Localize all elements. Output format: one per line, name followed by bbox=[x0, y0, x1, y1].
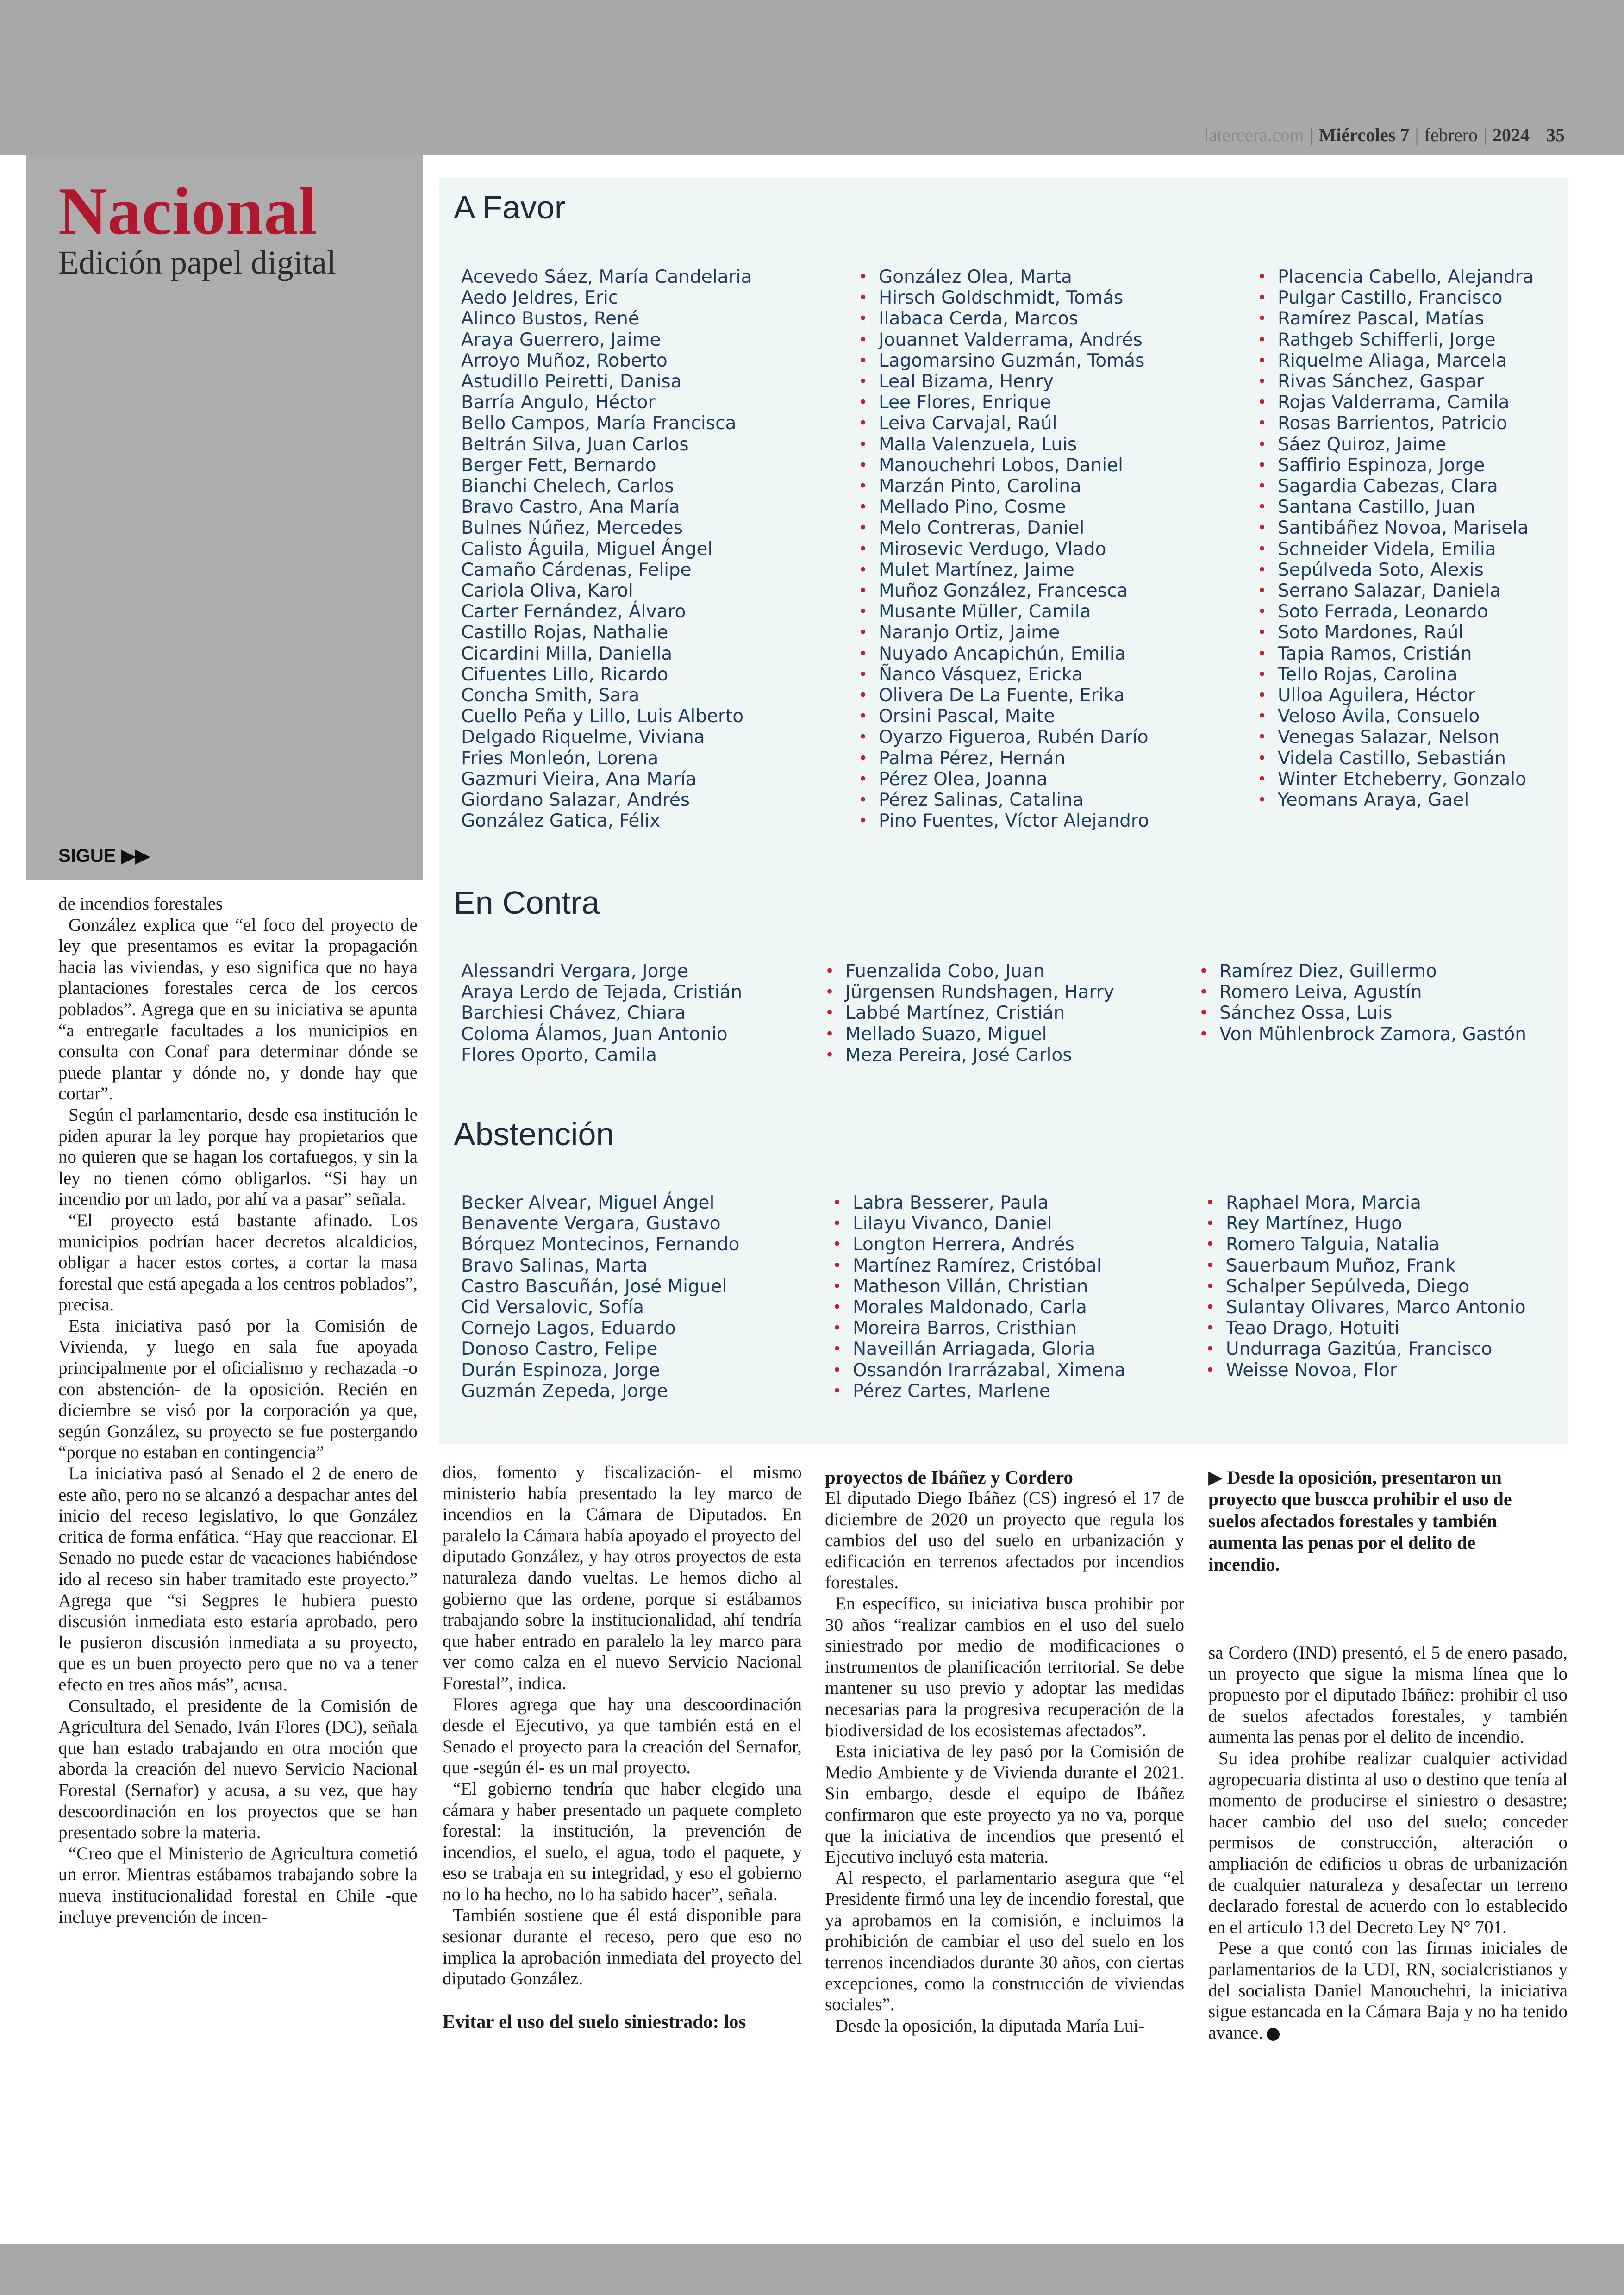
deputy-name: Barría Angulo, Héctor bbox=[461, 392, 656, 413]
deputy-name: • Romero Talguia, Natalia bbox=[1226, 1234, 1526, 1255]
deputy-name: • Rosas Barrientos, Patricio bbox=[1278, 413, 1534, 434]
deputy-name: Bianchi Chelech, Carlos bbox=[461, 476, 674, 497]
deputy-name: Donoso Castro, Felipe bbox=[461, 1339, 658, 1360]
deputy-name: Fries Monleón, Lorena bbox=[461, 748, 659, 769]
article-paragraph: Esta iniciativa pasó por la Comisión de Vivienda, y luego en sala fue apoyada principalmente por el oficialismo y rechazada -o con abstención- de la oposición. Recién en diciembre se visó por la corporación ya que, según González, su proyecto se fue postergando “porque no estaban en contingencia” bbox=[58, 1316, 418, 1463]
deputy-name: Cuello Peña y Lillo, Luis Alberto bbox=[461, 706, 744, 727]
deputy-name: • Lagomarsino Guzmán, Tomás bbox=[879, 350, 1149, 371]
article-column-2 bbox=[443, 1462, 802, 2032]
deputy-name: Bórquez Montecinos, Fernando bbox=[461, 1234, 740, 1255]
deputy-name: Delgado Riquelme, Viviana bbox=[461, 727, 705, 748]
deputy-name: Castillo Rojas, Nathalie bbox=[461, 622, 668, 643]
deputy-name: • Mellado Pino, Cosme bbox=[879, 497, 1149, 518]
deputy-name: Cornejo Lagos, Eduardo bbox=[461, 1318, 676, 1339]
deputy-name: Bravo Castro, Ana María bbox=[461, 497, 680, 518]
article-column-2-body bbox=[443, 1462, 802, 1989]
article-paragraph: Pese a que contó con las firmas iniciales de parlamentarios de la UDI, RN, socialcristianos y del socialista Daniel Manouchehri, la iniciativa sigue estancada en la Cámara Baja y no ha tenido avance. bbox=[1208, 1938, 1568, 2043]
deputy-name: Cifuentes Lillo, Ricardo bbox=[461, 664, 668, 685]
deputy-name: • Longton Herrera, Andrés bbox=[853, 1234, 1125, 1255]
contra-heading: En Contra bbox=[454, 885, 600, 921]
deputy-name: • Tello Rojas, Carolina bbox=[1278, 664, 1534, 685]
article-column-4 bbox=[1208, 1642, 1568, 2043]
deputy-name: • Veloso Ávila, Consuelo bbox=[1278, 706, 1534, 727]
deputy-name: Giordano Salazar, Andrés bbox=[461, 790, 690, 811]
deputy-name: • Rey Martínez, Hugo bbox=[1226, 1213, 1526, 1234]
article-paragraph: “El gobierno tendría que haber elegido una cámara y haber presentado un paquete completo forestal: la institución, la prevención de incendios, el suelo, el agua, todo el paquete, y eso se trabaja en su integridad, y eso el gobierno no lo ha hecho, no lo ha sabido hacer”, señala. bbox=[443, 1778, 802, 1904]
abstencion-list-col3 bbox=[1226, 1192, 1526, 1381]
deputy-name: Bello Campos, María Francisca bbox=[461, 413, 737, 434]
deputy-name: • Santana Castillo, Juan bbox=[1278, 497, 1534, 518]
deputy-name: • Labra Besserer, Paula bbox=[853, 1192, 1125, 1213]
deputy-name: Alessandri Vergara, Jorge bbox=[461, 961, 688, 982]
deputy-name: Alinco Bustos, René bbox=[461, 308, 639, 330]
deputy-name: • Moreira Barros, Cristhian bbox=[853, 1318, 1125, 1339]
deputy-name: • Schalper Sepúlveda, Diego bbox=[1226, 1276, 1526, 1297]
deputy-name: Benavente Vergara, Gustavo bbox=[461, 1213, 721, 1235]
article-column-3-body bbox=[825, 1488, 1184, 2036]
deputy-name: • Jouannet Valderrama, Andrés bbox=[879, 330, 1149, 350]
deputy-name: • Ramírez Diez, Guillermo bbox=[1219, 961, 1526, 982]
header-year: 2024 bbox=[1493, 125, 1530, 145]
deputy-name: Berger Fett, Bernardo bbox=[461, 455, 656, 476]
deputy-name: • Ramírez Pascal, Matías bbox=[1278, 308, 1534, 329]
deputy-name: • Lee Flores, Enrique bbox=[879, 392, 1149, 413]
abstencion-list-col1 bbox=[461, 1192, 739, 1402]
deputy-name: • Olivera De La Fuente, Erika bbox=[879, 685, 1149, 706]
deputy-name: Durán Espinoza, Jorge bbox=[461, 1360, 660, 1381]
page-number: 35 bbox=[1546, 125, 1565, 145]
continues-marker: SIGUE ▶▶ bbox=[58, 846, 150, 866]
deputy-name: • Ñanco Vásquez, Ericka bbox=[879, 664, 1149, 685]
deputy-name: • Morales Maldonado, Carla bbox=[853, 1297, 1125, 1318]
deputy-name: • Manouchehri Lobos, Daniel bbox=[879, 455, 1149, 476]
article-paragraph: Esta iniciativa de ley pasó por la Comisión de Medio Ambiente y de Vivienda durante el 2021. Sin embargo, desde el equipo de Ibáñez confirmaron que este proyecto ya no va, porque que la iniciativa de incendios que presentó el Ejecutivo incluyó esta materia. bbox=[825, 1741, 1184, 1867]
deputy-name: • Santibáñez Novoa, Marisela bbox=[1278, 518, 1534, 538]
deputy-name: • Sepúlveda Soto, Alexis bbox=[1278, 560, 1534, 580]
deputy-name: • Nuyado Ancapichún, Emilia bbox=[879, 643, 1149, 664]
deputy-name: • Soto Mardones, Raúl bbox=[1278, 622, 1534, 643]
deputy-name: Acevedo Sáez, María Candelaria bbox=[461, 267, 752, 287]
contra-list-col2 bbox=[845, 961, 1114, 1066]
deputy-name: • Martínez Ramírez, Cristóbal bbox=[853, 1255, 1125, 1276]
article-paragraph: Flores agrega que hay una descoordinación desde el Ejecutivo, ya que también está en el Senado el proyecto para la creación del Sernafor, que -según él- es un mal proyecto. bbox=[443, 1694, 802, 1778]
deputy-name: • Muñoz González, Francesca bbox=[879, 580, 1149, 601]
deputy-name: • Serrano Salazar, Daniela bbox=[1278, 580, 1534, 601]
deputy-name: • Sánchez Ossa, Luis bbox=[1219, 1003, 1526, 1023]
article-paragraph: sa Cordero (IND) presentó, el 5 de enero pasado, un proyecto que sigue la misma línea que lo propuesto por el diputado Ibáñez: prohibir el uso de suelos afectados forestales, y también aumenta las penas por el delito de incendio. bbox=[1208, 1643, 1568, 1747]
deputy-name: Becker Alvear, Miguel Ángel bbox=[461, 1192, 715, 1213]
deputy-name: Barchiesi Chávez, Chiara bbox=[461, 1003, 686, 1024]
deputy-name: • Placencia Cabello, Alejandra bbox=[1278, 267, 1534, 287]
abstencion-heading: Abstención bbox=[454, 1116, 614, 1152]
deputy-name: • Pérez Olea, Joanna bbox=[879, 769, 1149, 790]
deputy-name: • Naveillán Arriagada, Gloria bbox=[853, 1339, 1125, 1360]
article-paragraph: Según el parlamentario, desde esa institución le piden apurar la ley porque hay propietarios que no quieren que se hagan los cortafuegos, y sin la ley no tienen cómo obligarlos. “Si hay un incendio por un lado, por ahí va a pasar” señala. bbox=[58, 1104, 418, 1210]
deputy-name: • Teao Drago, Hotuiti bbox=[1226, 1318, 1526, 1339]
article-paragraph: dios, fomento y fiscalización- el mismo ministerio había presentado la ley marco de incendios en la Cámara de Diputados. En paralelo la Cámara había apoyado el proyecto del diputado González, y hay otros proyectos de esta naturaleza dando vueltas. Le hemos dicho al gobierno que las ordene, porque si estábamos trabajando sobre la institucionalidad, ahí tendría que haber entrado en paralelo la ley marco para ver como calza en el nuevo Servicio Nacional Forestal”, indica. bbox=[443, 1462, 802, 1693]
favor-list-col2 bbox=[879, 267, 1149, 831]
subheading-part2: proyectos de Ibáñez y Cordero bbox=[825, 1466, 1073, 1488]
deputy-name: • Rathgeb Schifferli, Jorge bbox=[1278, 330, 1534, 350]
deputy-name: Cariola Oliva, Karol bbox=[461, 580, 633, 602]
deputy-name: • Rivas Sánchez, Gaspar bbox=[1278, 371, 1534, 392]
subheading-part1: Evitar el uso del suelo siniestrado: los bbox=[443, 2010, 746, 2032]
deputy-name: • Pino Fuentes, Víctor Alejandro bbox=[879, 811, 1149, 831]
deputy-name: Arroyo Muñoz, Roberto bbox=[461, 350, 668, 371]
deputy-name: • Soto Ferrada, Leonardo bbox=[1278, 601, 1534, 622]
deputy-name: Cid Versalovic, Sofía bbox=[461, 1297, 644, 1318]
deputy-name: • Saffirio Espinoza, Jorge bbox=[1278, 455, 1534, 476]
deputy-name: • Pérez Cartes, Marlene bbox=[853, 1381, 1125, 1402]
deputy-name: Araya Lerdo de Tejada, Cristián bbox=[461, 982, 743, 1003]
deputy-name: González Gatica, Félix bbox=[461, 811, 661, 832]
deputy-name: • Matheson Villán, Christian bbox=[853, 1276, 1125, 1297]
deputy-name: Camaño Cárdenas, Felipe bbox=[461, 559, 692, 580]
deputy-name: Guzmán Zepeda, Jorge bbox=[461, 1380, 668, 1402]
deputy-name: Calisto Águila, Miguel Ángel bbox=[461, 538, 713, 560]
deputy-name: Concha Smith, Sara bbox=[461, 685, 640, 706]
deputy-name: • Yeomans Araya, Gael bbox=[1278, 790, 1534, 811]
article-paragraph: de incendios forestales bbox=[58, 894, 223, 914]
deputy-name: • Mirosevic Verdugo, Vlado bbox=[879, 539, 1149, 560]
deputy-name: • Musante Müller, Camila bbox=[879, 601, 1149, 622]
deputy-name: • Orsini Pascal, Maite bbox=[879, 706, 1149, 727]
article-paragraph: Su idea prohíbe realizar cualquier actividad agropecuaria distinta al uso o destino que tenía al momento de producirse el siniestro o desastre; hacer cambio del uso del suelo; conceder permisos de construcción, alteración o ampliación de edificios u obras de urbanización de cualquier naturaleza y desafectar un terreno declarado forestal de acuerdo con lo establecido en el artículo 13 del Decreto Ley N° 701. bbox=[1208, 1748, 1568, 1937]
deputy-name: • Mulet Martínez, Jaime bbox=[879, 560, 1149, 580]
deputy-name: • Ilabaca Cerda, Marcos bbox=[879, 308, 1149, 329]
deputy-name: • Leiva Carvajal, Raúl bbox=[879, 413, 1149, 434]
deputy-name: • Rojas Valderrama, Camila bbox=[1278, 392, 1534, 413]
deputy-name: • Sáez Quiroz, Jaime bbox=[1278, 434, 1534, 455]
contra-list-col1 bbox=[461, 961, 742, 1066]
deputy-name: • Naranjo Ortiz, Jaime bbox=[879, 622, 1149, 643]
deputy-name: Coloma Álamos, Juan Antonio bbox=[461, 1023, 728, 1045]
deputy-name: • Winter Etcheberry, Gonzalo bbox=[1278, 769, 1534, 790]
bottom-margin-band bbox=[0, 2244, 1624, 2295]
deputy-name: • Labbé Martínez, Cristián bbox=[845, 1003, 1114, 1023]
deputy-name: • Pulgar Castillo, Francisco bbox=[1278, 287, 1534, 308]
deputy-name: Astudillo Peiretti, Danisa bbox=[461, 371, 682, 393]
deputy-name: • Lilayu Vivanco, Daniel bbox=[853, 1213, 1125, 1234]
deputy-name: • Tapia Ramos, Cristián bbox=[1278, 643, 1534, 664]
deputy-name: • Sagardia Cabezas, Clara bbox=[1278, 476, 1534, 497]
deputy-name: Carter Fernández, Álvaro bbox=[461, 601, 686, 623]
article-paragraph: Al respecto, el parlamentario asegura que “el Presidente firmó una ley de incendio forestal, que ya aprobamos en la comisión, e incluimos la prohibición de cambiar el uso del suelo en los terrenos incendiados durante 30 años, con ciertas excepciones, como la construcción de viviendas sociales”. bbox=[825, 1868, 1184, 2015]
deputy-name: Castro Bascuñán, José Miguel bbox=[461, 1276, 727, 1297]
deputy-name: Araya Guerrero, Jaime bbox=[461, 329, 661, 350]
article-paragraph: “El proyecto está bastante afinado. Los municipios podrían hacer decretos alcaldicios, obligar a hacer estos cortes, a cortar la masa forestal que está apegada a los centros poblados”, precisa. bbox=[58, 1210, 418, 1315]
header-day: Miércoles 7 bbox=[1318, 125, 1410, 145]
deputy-name: • Romero Leiva, Agustín bbox=[1219, 982, 1526, 1003]
deputy-name: • Melo Contreras, Daniel bbox=[879, 518, 1149, 538]
deputy-name: Flores Oporto, Camila bbox=[461, 1044, 657, 1066]
article-paragraph: El diputado Diego Ibáñez (CS) ingresó el 17 de diciembre de 2020 un proyecto que regula los cambios del uso del suelo en urbanización y edificación en terrenos afectados por incendios forestales. bbox=[825, 1488, 1184, 1593]
pull-quote: ▶ Desde la oposición, presentaron un proyecto que buscca prohibir el uso de suelos afectados forestales y también aumenta las penas por el delito de incendio. bbox=[1208, 1467, 1512, 1575]
article-column-3 bbox=[825, 1466, 1184, 2036]
deputy-name: • Meza Pereira, José Carlos bbox=[845, 1045, 1114, 1066]
deputy-name: • Videla Castillo, Sebastián bbox=[1278, 748, 1534, 769]
deputy-name: • Oyarzo Figueroa, Rubén Darío bbox=[879, 727, 1149, 748]
deputy-name: • Sulantay Olivares, Marco Antonio bbox=[1226, 1297, 1526, 1318]
deputy-name: • Undurraga Gazitúa, Francisco bbox=[1226, 1339, 1526, 1360]
site-name: latercera.com bbox=[1204, 125, 1304, 145]
favor-list-col1 bbox=[461, 267, 752, 831]
deputy-name: Cicardini Milla, Daniella bbox=[461, 643, 673, 664]
article-paragraph: También sostiene que él está disponible para sesionar durante el receso, pero que eso no implica la aprobación inmediata del proyecto del diputado González. bbox=[443, 1905, 802, 1989]
deputy-name: • Schneider Videla, Emilia bbox=[1278, 539, 1534, 560]
contra-list-col3 bbox=[1219, 961, 1526, 1045]
deputy-name: • Sauerbaum Muñoz, Frank bbox=[1226, 1255, 1526, 1276]
deputy-name: • Hirsch Goldschmidt, Tomás bbox=[879, 287, 1149, 308]
end-of-article-icon bbox=[1267, 2028, 1280, 2041]
deputy-name: Bravo Salinas, Marta bbox=[461, 1255, 648, 1276]
deputy-name: Aedo Jeldres, Eric bbox=[461, 287, 618, 309]
deputy-name: Bulnes Núñez, Mercedes bbox=[461, 518, 683, 539]
article-paragraph: Desde la oposición, la diputada María Lui- bbox=[835, 2015, 1145, 2036]
deputy-name: • Malla Valenzuela, Luis bbox=[879, 434, 1149, 455]
favor-heading: A Favor bbox=[454, 189, 566, 225]
article-paragraph: En específico, su iniciativa busca prohibir por 30 años “realizar cambios en el uso del suelo siniestrado por medio de modificaciones o instrumentos de planificación territorial. Se debe mantener su uso previo y adoptar las medidas necesarias para la progresiva recuperación de la biodiversidad de los ecosistemas afectados”. bbox=[825, 1593, 1184, 1740]
article-paragraph: “Creo que el Ministerio de Agricultura cometió un error. Mientras estábamos trabajando sobre la nueva institucionalidad forestal en Chile -que incluye prevención de incen- bbox=[58, 1843, 418, 1927]
deputy-name: • Mellado Suazo, Miguel bbox=[845, 1024, 1114, 1045]
section-title: Nacional bbox=[58, 174, 318, 249]
deputy-name: • González Olea, Marta bbox=[879, 267, 1149, 287]
deputy-name: Beltrán Silva, Juan Carlos bbox=[461, 434, 689, 455]
deputy-name: • Marzán Pinto, Carolina bbox=[879, 476, 1149, 497]
deputy-name: • Riquelme Aliaga, Marcela bbox=[1278, 350, 1534, 371]
deputy-name: • Weisse Novoa, Flor bbox=[1226, 1360, 1526, 1381]
deputy-name: • Ossandón Irarrázabal, Ximena bbox=[853, 1360, 1125, 1381]
deputy-name: • Raphael Mora, Marcia bbox=[1226, 1192, 1526, 1213]
page-header: latercera.com | Miércoles 7 | febrero | 2024 35 bbox=[1204, 125, 1565, 145]
section-subtitle: Edición papel digital bbox=[58, 244, 336, 281]
article-paragraph: La iniciativa pasó al Senado el 2 de enero de este año, pero no se alcanzó a despachar antes del inicio del receso legislativo, lo que González critica de forma enfática. “Hay que reaccionar. El Senado no puede estar de vacaciones habiéndose ido al receso sin haber tramitado este proyecto.” Agrega que “si Segpres le hubiera puesto discusión inmediata esto estaría aprobado, pero le pusieron discusión inmediata a su proyecto, que es un buen proyecto pero que no va a tener efecto en tres años más”, acusa. bbox=[58, 1464, 418, 1695]
deputy-name: • Pérez Salinas, Catalina bbox=[879, 790, 1149, 811]
favor-list-col3 bbox=[1278, 267, 1534, 811]
deputy-name: • Palma Pérez, Hernán bbox=[879, 748, 1149, 769]
deputy-name: • Leal Bizama, Henry bbox=[879, 371, 1149, 392]
deputy-name: Gazmuri Vieira, Ana María bbox=[461, 768, 697, 790]
article-column-1 bbox=[58, 893, 418, 1927]
deputy-name: • Von Mühlenbrock Zamora, Gastón bbox=[1219, 1024, 1526, 1045]
header-month: febrero bbox=[1424, 125, 1478, 145]
deputy-name: • Ulloa Aguilera, Héctor bbox=[1278, 685, 1534, 706]
deputy-name: • Fuenzalida Cobo, Juan bbox=[845, 961, 1114, 982]
deputy-name: • Jürgensen Rundshagen, Harry bbox=[845, 982, 1114, 1003]
article-paragraph: González explica que “el foco del proyecto de ley que presentamos es evitar la propagación hacia las viviendas, y eso significa que no haya plantaciones forestales cerca de los cercos poblados”. Agrega que en su iniciativa se apunta “a entregarle facultades a los municipios en consulta con Conaf para determinar dónde se puede plantar y dónde no, y donde hay que cortar”. bbox=[58, 915, 418, 1104]
deputy-name: • Venegas Salazar, Nelson bbox=[1278, 727, 1534, 748]
article-paragraph: Consultado, el presidente de la Comisión de Agricultura del Senado, Iván Flores (DC), señala que han estado trabajando en otra moción que aborda la creación del nuevo Servicio Nacional Forestal (Sernafor) y acusa, a su vez, que hay descoordinación en los proyectos que se han presentado sobre la materia. bbox=[58, 1696, 418, 1843]
abstencion-list-col2 bbox=[853, 1192, 1125, 1402]
